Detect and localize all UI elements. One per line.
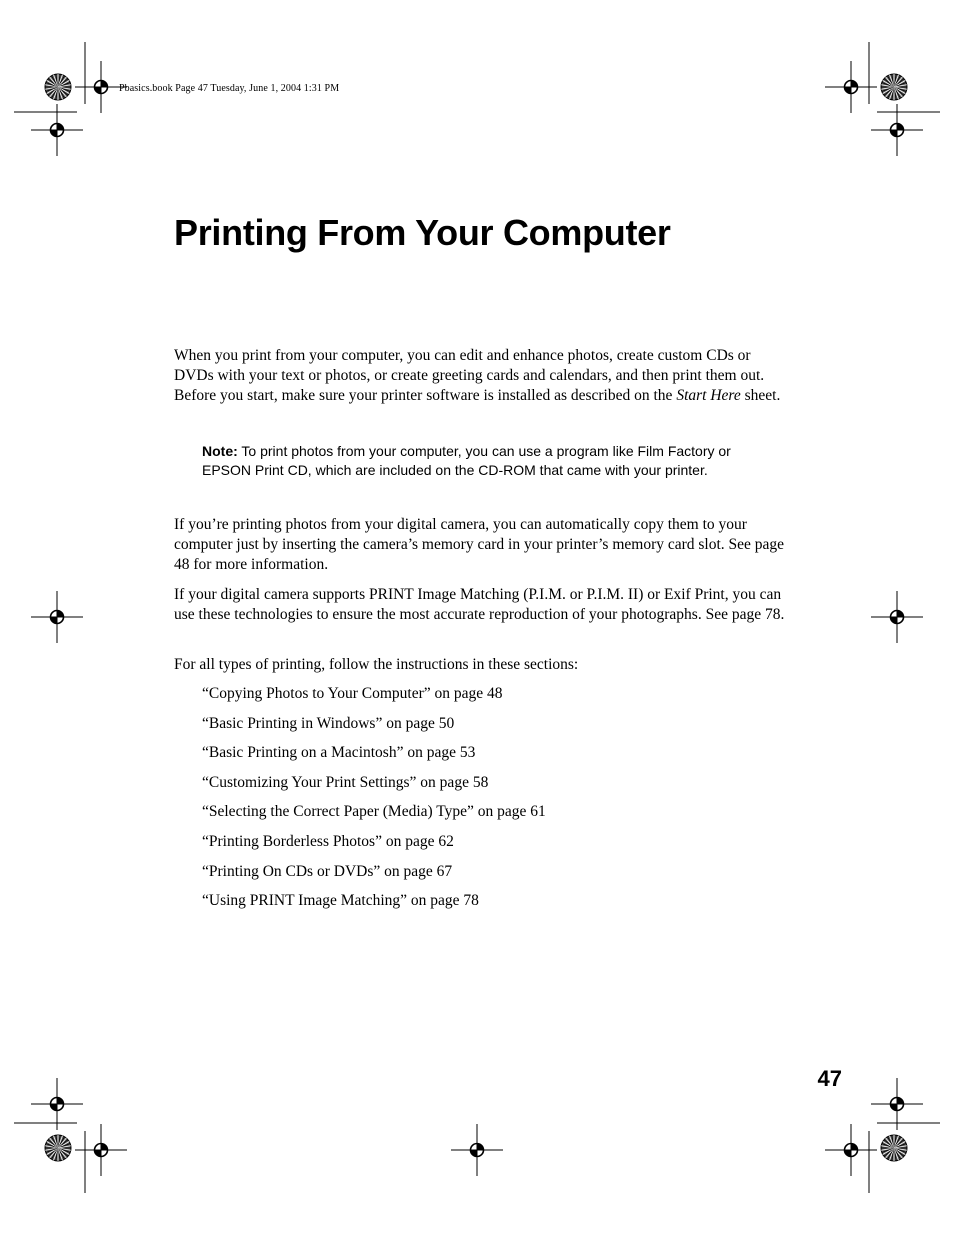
note-block xyxy=(202,442,772,480)
slug-line: Pbasics.book Page 47 Tuesday, June 1, 2004 1:31 PM xyxy=(119,83,340,94)
section-link[interactable]: “Basic Printing on a Macintosh” on page 53 xyxy=(202,744,476,762)
paragraph-sections-intro: For all types of printing, follow the instructions in these sections: xyxy=(174,656,579,673)
note-text: To print photos from your computer, you can use a program like Film Factory or EPSON Print CD, which are included on the CD-ROM that came with your printer. xyxy=(202,443,731,478)
chapter-title: Printing From Your Computer xyxy=(174,212,671,253)
section-link[interactable]: “Printing Borderless Photos” on page 62 xyxy=(202,832,454,850)
intro-text-end: sheet. xyxy=(740,387,781,404)
registration-crosshair-icon xyxy=(31,1078,83,1130)
registration-crosshair-icon xyxy=(31,591,83,643)
registration-crosshair-icon xyxy=(451,1124,503,1176)
registration-starburst-icon xyxy=(45,1135,71,1161)
section-link[interactable]: “Customizing Your Print Settings” on page 58 xyxy=(202,773,489,791)
start-here-reference: Start Here xyxy=(676,387,741,404)
intro-text: When you print from your computer, you can edit and enhance photos, create custom CDs or DVDs with your text or photos, or create greeting cards and calendars, and then print them out. Before you start, make sure your printer software is installed as described on the xyxy=(174,347,765,404)
note-label: Note: xyxy=(202,443,238,459)
registration-starburst-icon xyxy=(881,74,907,100)
section-link[interactable]: “Basic Printing in Windows” on page 50 xyxy=(202,714,455,732)
registration-crosshair-icon xyxy=(75,1124,127,1176)
intro-paragraph xyxy=(174,346,794,406)
paragraph-memory-card: If you’re printing photos from your digital camera, you can automatically copy them to your computer just by inserting the camera’s memory card in your printer’s memory card slot. See page 48 for more information. xyxy=(174,516,785,573)
registration-crosshair-icon xyxy=(871,1078,923,1130)
section-list xyxy=(202,684,546,921)
registration-starburst-icon xyxy=(881,1135,907,1161)
section-link[interactable]: “Using PRINT Image Matching” on page 78 xyxy=(202,892,479,910)
section-link[interactable]: “Printing On CDs or DVDs” on page 67 xyxy=(202,862,453,880)
registration-starburst-icon xyxy=(45,74,71,100)
page-number: 47 xyxy=(817,1066,842,1091)
paragraph-pim: If your digital camera supports PRINT Image Matching (P.I.M. or P.I.M. II) or Exif Print, you can use these technologies to ensure the most accurate reproduction of your photographs. See page 78. xyxy=(174,586,785,623)
section-link[interactable]: “Copying Photos to Your Computer” on page 48 xyxy=(202,685,503,702)
registration-crosshair-icon xyxy=(871,591,923,643)
section-link[interactable]: “Selecting the Correct Paper (Media) Type” on page 61 xyxy=(202,803,546,821)
